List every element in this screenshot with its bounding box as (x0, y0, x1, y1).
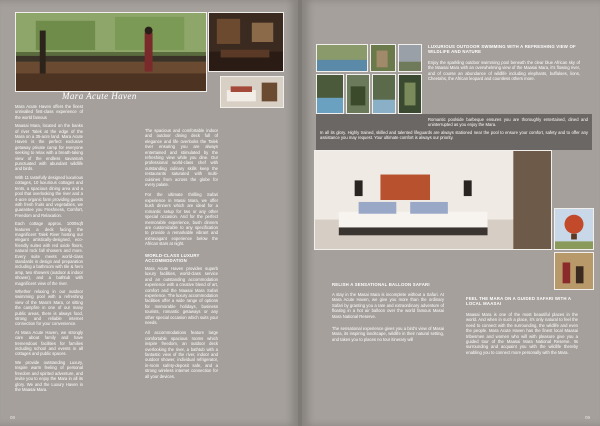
balloon-paragraph-2: The sensational experience gives you a bird's view of Masai Mara, its inspiring landscape, wildlife in their natural setting, and takes you to places no tour itinerary will (332, 326, 444, 342)
left-column-1 (15, 104, 83, 392)
bush-dinner-paragraph: For the ultimate thrilling Safari experience in Masai Mara, we offer bush dinners which are ideal for a romantic setup for two or any other special occasion. And for the perfect memorable experience, bush dinners are customizable to any specification to provide a remarkable vibrant and extravagant experience below the African stars at night. (145, 192, 218, 247)
right-page (302, 0, 600, 426)
features-paragraph: All accommodations feature large comfortable spacious rooms which inspire freedom, an outdoor deck overlooking the river, a bathtub with a fantastic view of the river, indoor and outdoor shower, individual refrigerator, in-room safety-deposit safe, and a strong wireless internet connection for all your devices. (145, 330, 218, 379)
pool-photo-4 (316, 74, 344, 114)
guided-safari-paragraph: Maasai Mara is one of the most beautiful places in the world. And when in such a place, it's only natural to feel the need to connect with the surrounding, the wildlife and even the people. Mara Acute Haven has the finest local Maasai tribesmen and women who will with pleasure give you a guided tour of the Maasai Mara National Reserve. Its surrounding and acquaint you with the wildlife thereby enabling you to connect more personally with the Mara. (466, 312, 578, 355)
location-paragraph: Maasai Mara, located on the banks of river Talek at the edge of the Mara on a 35-acre land. Mara Acute Haven is the perfect exclusive getaway private camp for everyone seeking to relax with a breath-taking view of the endless savannah punctuated with abundant wildlife and birds. (15, 123, 83, 172)
barbeque-paragraph: Romantic poolside barbeque ensures you are thoroughly entertained, dined and uninterrupted as you enjoy the Mara. (428, 117, 588, 128)
cottages-paragraph: With 11 tastefully designed luxurious cottages, 10 luxurious cottages and tents, a spacious dining area and a pool that overlooking the river and a 4-acre organic farm providing guests with fresh fruits and vegetables, we guarantee you Freshness, Comfort, Freedom and Relaxation. (15, 174, 83, 218)
pool-photo-6 (372, 74, 396, 114)
lodge-interior-photo (208, 12, 284, 72)
lifeguard-paragraph: In all its glory. Highly trained, skilled and talented lifeguards are always stationed near the pool to ensure your comfort, safety and to offer any assistance you may request. Your ultimate comfort is always our priority. (320, 130, 588, 141)
left-page (0, 0, 298, 426)
pool-image-3 (399, 45, 421, 71)
suites-paragraph: Each cottage approx. 1000sqft features a deck facing the magnificent Talek River hosting our elegant artistically-designed, eco-friendly suites with red oxide floors, natural rock fall showers and more. Every suite meets world-class standards in design and preparation including a bathroom with tile & hero amp, two showers (outdoor & indoor shower), and a bathtub with magnificent view of the river. (15, 221, 83, 286)
intro-paragraph: Mara Acute Haven offers the finest unrivalled first-class experience of the world famous (15, 104, 83, 120)
pool-photo-grid (316, 44, 422, 116)
bedroom-photo-small (220, 76, 284, 108)
swimming-paragraph: Enjoy the sparkling outdoor swimming pool beneath the clear blue African sky of the Maasai Mara with an overwhelming view of the Maasai Mara, it's flowing river, and of course an abundance of wildlife including elephants, buffaloes, lions, Cheetahs, the African leopard and countless others more. (428, 60, 580, 82)
pool-image-5 (347, 75, 369, 113)
balloon-heading: RELISH A SENSATIONAL BALLOON SAFARI (332, 282, 430, 287)
pool-photo-2 (370, 44, 396, 72)
bedroom-small-image (221, 77, 283, 107)
guided-safari-heading: FEEL THE MARA ON A GUIDED SAFARI WITH A LOCAL MAASAI (466, 296, 572, 307)
poolside-box (316, 114, 592, 150)
right-page-number: 09 (584, 415, 590, 420)
balloon-paragraph-1: A stay in the Masai Mara is incomplete without a Safari. At Mara Acute Haven, we give you more than the ordinary Safari by granting you a rare and extraordinary adventure of floating in a hot air balloon over the world famous Masai Mara National Reserve. (332, 292, 444, 319)
pool-paragraph: Whether relaxing in our outdoor swimming pool with a refreshing view of the Mara's Mara, or sitting the campfire in one of our many public areas, there is always food, strong and reliable internet connection for your convenience. (15, 289, 83, 327)
bedroom-photo (314, 150, 552, 250)
pool-photo-5 (346, 74, 370, 114)
left-column-2 (145, 128, 218, 379)
guided-safari-image (555, 253, 593, 289)
luxury-paragraph: We provide outstanding Luxury, Inspire warm feeling of personal freedom and spirited adventure, and invite you to enjoy the Mara in all its glory. We and the Luxury Haven in the Maasai Mara. (15, 359, 83, 392)
deck-photo (15, 12, 207, 92)
accommodation-heading: WORLD-CLASS LUXURY ACCOMMODATION (145, 252, 200, 263)
deck-photo-image (16, 13, 206, 91)
guided-safari-photo (554, 252, 594, 290)
dining-paragraph: The spacious and comfortable indoor and outdoor dining deck full of elegance and life overlooks the Talek river ensuring you are always entertained and stimulated by the refreshing view while you dine. Our professional world-class chef with outstanding culinary skills keep the restaurants saturated with multi-cuisines from across the globe for every palate. (145, 128, 218, 188)
pool-image-6 (373, 75, 395, 113)
balloon-photo (554, 208, 594, 250)
pool-photo-7 (398, 74, 422, 114)
pool-image-1 (317, 45, 367, 71)
lodge-interior-image (209, 13, 283, 71)
left-page-number: 08 (10, 415, 16, 420)
accommodation-paragraph: Mara Acute Haven provides superb luxury facilities, world-class service and an outstanding accommodation experience with a creative blend of art, comfort and the Maasai Mara Safari experience. The luxury accommodation facilities offer a wide range of options for memorable holidays, business tourists, romantic getaways or any other special occasion which suits your needs. (145, 265, 219, 325)
family-paragraph: At Mara Acute Haven, we strongly care about family and have tremendous facilities for families including school and events in all cottages and public spaces. (15, 329, 83, 357)
swimming-heading: LUXURIOUS OUTDOOR SWIMMING WITH A REFRESHING VIEW OF WILDLIFE AND NATURE (428, 44, 576, 55)
pool-image-2 (371, 45, 395, 71)
pool-image-4 (317, 75, 343, 113)
balloon-image (555, 209, 593, 249)
pool-photo-3 (398, 44, 422, 72)
bedroom-image (315, 151, 551, 249)
pool-image-7 (399, 75, 421, 113)
page-title: Mara Acute Haven (62, 91, 137, 101)
pool-photo-1 (316, 44, 368, 72)
